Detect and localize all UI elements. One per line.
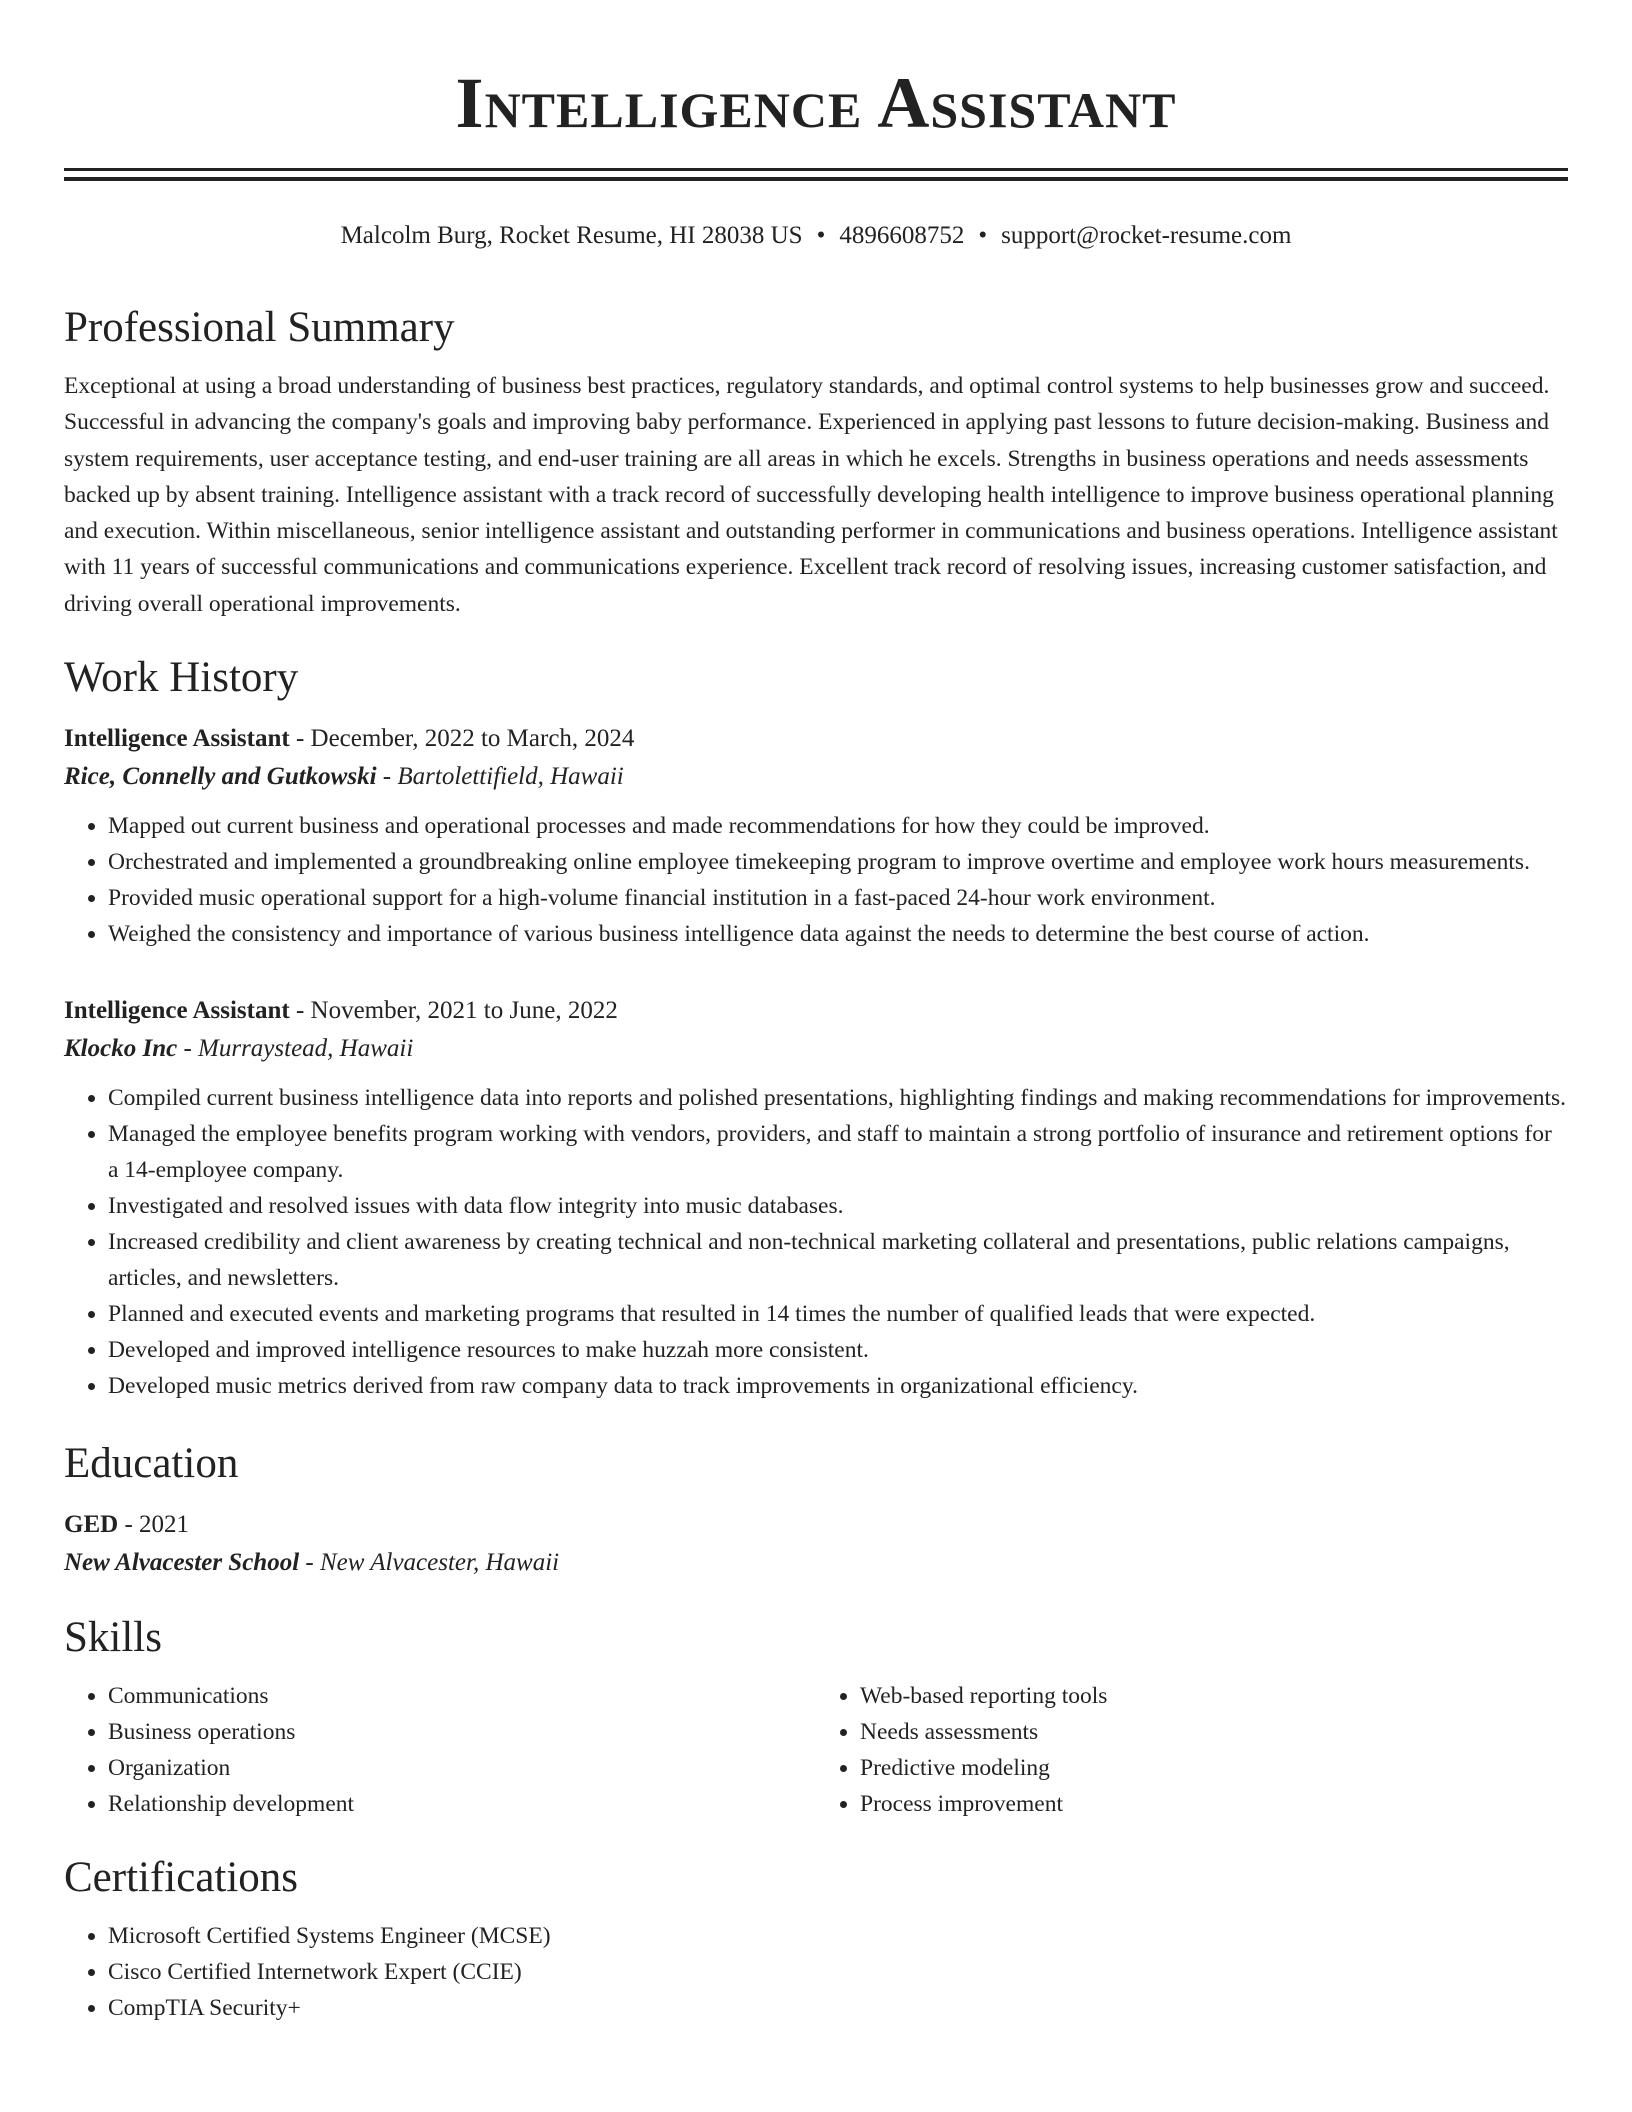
list-item: • Predictive modeling [860, 1750, 1568, 1786]
job-title: Intelligence Assistant [64, 725, 290, 753]
list-item: • Process improvement [860, 1786, 1568, 1822]
list-item: • Communications [108, 1678, 816, 1714]
contact-separator: • [816, 222, 826, 249]
list-item: • CompTIA Security+ [108, 1990, 1568, 2026]
job-dates: - November, 2021 to June, 2022 [289, 997, 618, 1025]
job-entry [64, 720, 1568, 952]
list-item: • Weighed the consistency and importance of various business intelligence data against the needs to determine the best course of action. [108, 916, 1568, 952]
list-item: • Managed the employee benefits program working with vendors, providers, and staff to maintain a strong portfolio of insurance and retirement options for a 14-employee company. [108, 1116, 1568, 1188]
job-company-line [64, 758, 1568, 796]
education-degree-line [64, 1506, 1568, 1544]
skills-right-list [816, 1678, 1568, 1822]
list-item: • Web-based reporting tools [860, 1678, 1568, 1714]
job-title-line [64, 992, 1568, 1030]
job-company-line [64, 1030, 1568, 1068]
education-school-line [64, 1544, 1568, 1582]
list-item: • Business operations [108, 1714, 816, 1750]
summary-heading: Professional Summary [64, 304, 455, 351]
job-dates: - December, 2022 to March, 2024 [289, 725, 635, 753]
contact-phone: 4896608752 [839, 222, 965, 249]
list-item: • Mapped out current business and operational processes and made recommendations for how they could be improved. [108, 808, 1568, 844]
list-item: • Developed music metrics derived from raw company data to track improvements in organizational efficiency. [108, 1368, 1568, 1404]
job-location: - Bartolettifield, Hawaii [376, 763, 624, 791]
resume-title: Intelligence Assistant [455, 63, 1177, 143]
job-location: - Murraystead, Hawaii [177, 1035, 414, 1063]
skills-heading: Skills [64, 1614, 162, 1662]
list-item: • Needs assessments [860, 1714, 1568, 1750]
title-divider [64, 168, 1568, 182]
list-item: • Orchestrated and implemented a groundbreaking online employee timekeeping program to improve overtime and employee work hours measurements. [108, 844, 1568, 880]
certifications-heading: Certifications [64, 1854, 299, 1902]
job-bullets [64, 1080, 1568, 1404]
education-school: New Alvacester School [64, 1549, 300, 1577]
education-year: - 2021 [118, 1511, 190, 1539]
contact-address: Malcolm Burg, Rocket Resume, HI 28038 US [340, 222, 803, 249]
skills-columns [64, 1668, 1568, 1822]
education-degree: GED [64, 1511, 119, 1539]
contact-email: support@rocket-resume.com [1001, 222, 1292, 249]
list-item: • Provided music operational support for a high-volume financial institution in a fast-paced 24-hour work environment. [108, 880, 1568, 916]
certifications-list [64, 1918, 1568, 2026]
contact-separator: • [978, 222, 988, 249]
list-item: • Microsoft Certified Systems Engineer (MCSE) [108, 1918, 1568, 1954]
education-heading: Education [64, 1440, 239, 1488]
list-item: • Developed and improved intelligence resources to make huzzah more consistent. [108, 1332, 1568, 1368]
job-company: Klocko Inc [64, 1035, 178, 1063]
education-location: - New Alvacester, Hawaii [299, 1549, 560, 1577]
job-title-line [64, 720, 1568, 758]
skills-left-list [64, 1678, 816, 1822]
list-item: • Increased credibility and client awareness by creating technical and non-technical marketing collateral and presentations, public relations campaigns, articles, and newsletters. [108, 1224, 1568, 1296]
list-item: • Cisco Certified Internetwork Expert (CCIE) [108, 1954, 1568, 1990]
list-item: • Compiled current business intelligence data into reports and polished presentations, highlighting findings and making recommendations for improvements. [108, 1080, 1568, 1116]
job-title: Intelligence Assistant [64, 997, 290, 1025]
list-item: • Relationship development [108, 1786, 816, 1822]
summary-text: Exceptional at using a broad understanding of business best practices, regulatory standards, and optimal control systems to help businesses grow and succeed. Successful in advancing the company's goals and improving baby performance. Experienced in applying past lessons to future decision-making. Business and system requirements, user acceptance testing, and end-user training are all areas in which he excels. Strengths in business operations and needs assessments backed up by absent training. Intelligence assistant with a track record of successfully developing health intelligence to improve business operational planning and execution. Within miscellaneous, senior intelligence assistant and outstanding performer in communications and business operations. Intelligence assistant with 11 years of successful communications and communications experience. Excellent track record of resolving issues, increasing customer satisfaction, and driving overall operational improvements. [64, 373, 1558, 617]
list-item: • Organization [108, 1750, 816, 1786]
job-bullets [64, 808, 1568, 952]
list-item: • Investigated and resolved issues with data flow integrity into music databases. [108, 1188, 1568, 1224]
contact-line [64, 218, 1568, 254]
work-history-heading: Work History [64, 654, 299, 702]
education-entry [64, 1506, 1568, 1582]
list-item: • Planned and executed events and marketing programs that resulted in 14 times the number of qualified leads that were expected. [108, 1296, 1568, 1332]
job-entry [64, 992, 1568, 1404]
job-company: Rice, Connelly and Gutkowski [64, 763, 377, 791]
